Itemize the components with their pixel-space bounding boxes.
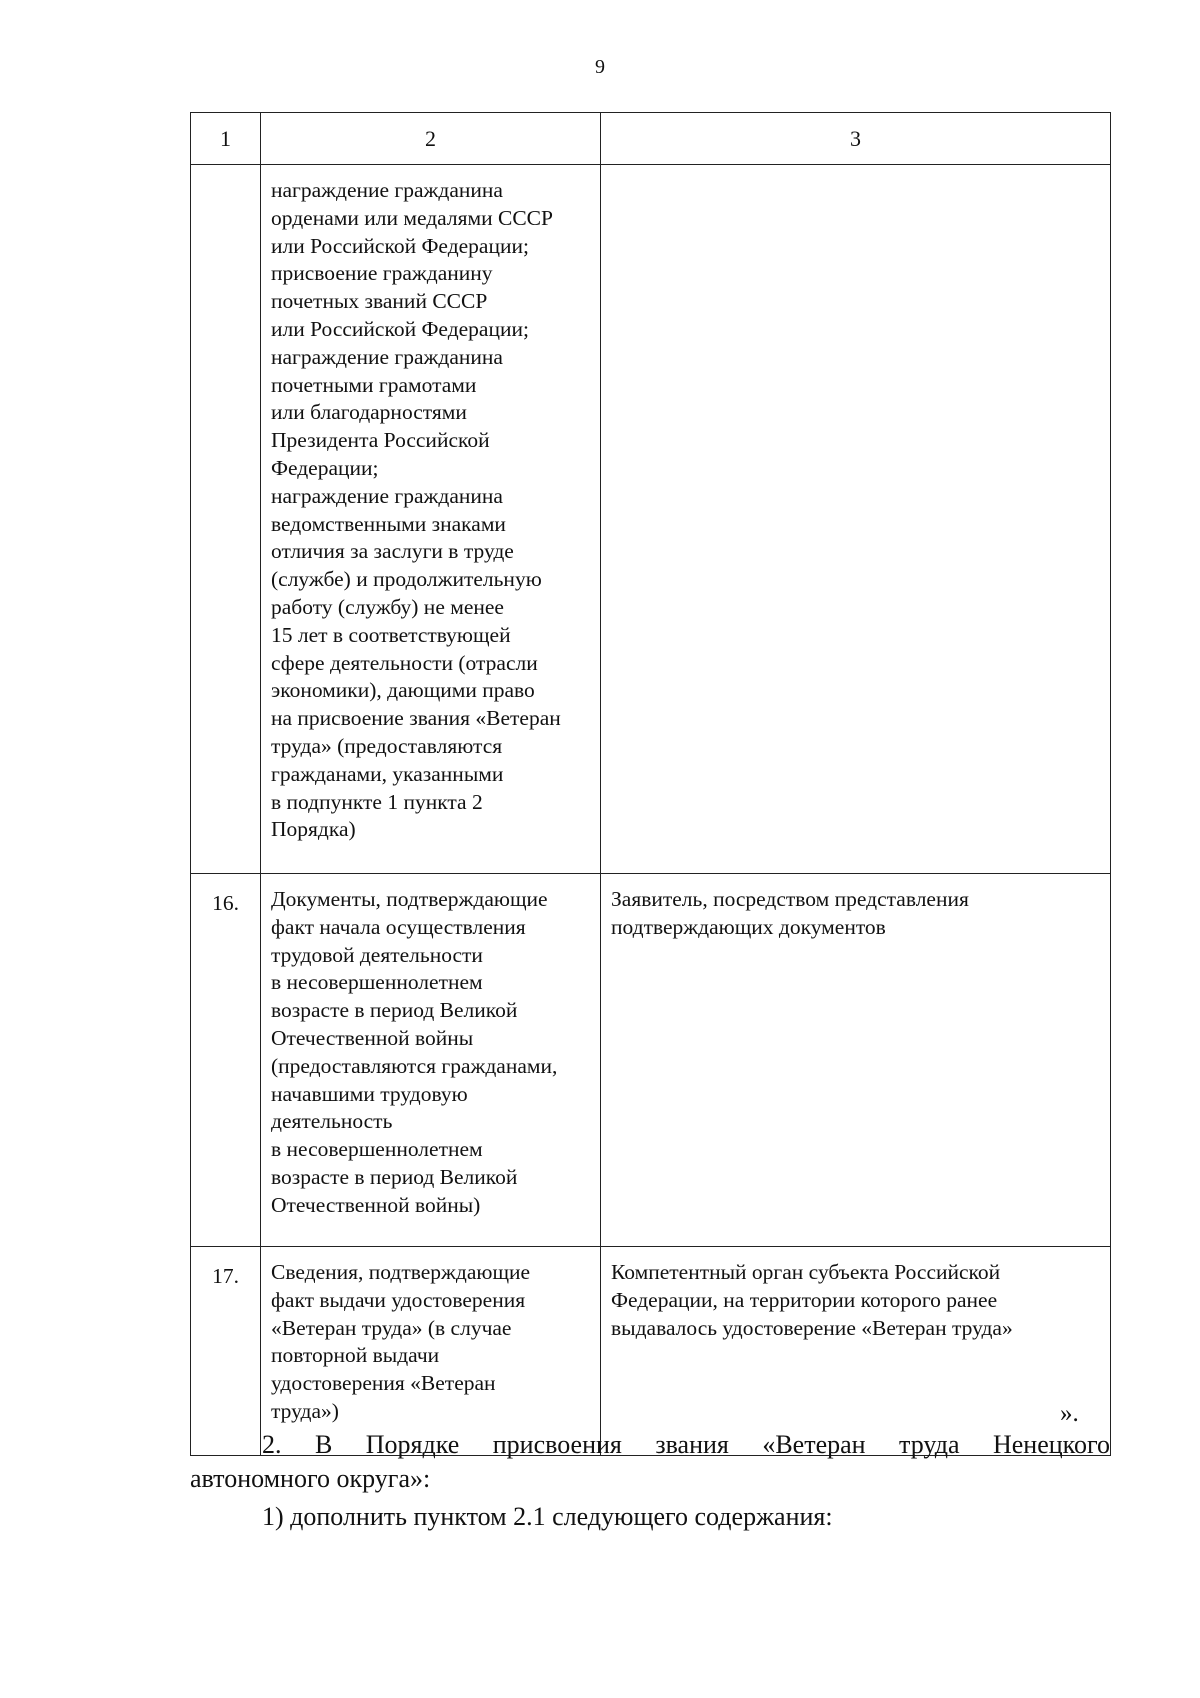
- table-row: [191, 1247, 1111, 1456]
- source-cell: [601, 165, 1111, 874]
- closing-quote: ».: [1060, 1400, 1079, 1427]
- page-number: 9: [595, 56, 605, 78]
- document-cell: награждение гражданина орденами или медалями СССР или Российской Федерации; присвоение гражданину почетных званий СССР или Российской Федерации; награждение гражданина почетными грамотами или благодарностями Президента Российской Федерации; награждение гражданина ведомственными знаками отличия за заслуги в труде (службе) и продолжительную работу (службу) не менее 15 лет в соответствующей сфере деятельности (отрасли экономики), дающими право на присвоение звания «Ветеран труда» (предоставляются гражданами, указанными в подпункте 1 пункта 2 Порядка): [261, 165, 601, 874]
- documents-table: [190, 112, 1111, 1456]
- row-number: 16.: [191, 874, 261, 1247]
- row-number: [191, 165, 261, 874]
- table-header-row: [191, 113, 1111, 165]
- header-col-1: 1: [191, 113, 261, 165]
- paragraph-item-1: 1) дополнить пунктом 2.1 следующего содержания:: [262, 1502, 833, 1531]
- paragraph-amendment-line1: 2. В Порядке присвоения звания «Ветеран труда Ненецкого: [262, 1430, 1110, 1459]
- table-row: [191, 874, 1111, 1247]
- source-cell: Заявитель, посредством представления подтверждающих документов: [601, 874, 1111, 1247]
- paragraph-amendment-line2: автономного округа»:: [190, 1464, 431, 1493]
- document-cell: Документы, подтверждающие факт начала осуществления трудовой деятельности в несовершеннолетнем возрасте в период Великой Отечественной войны (предоставляются гражданами, начавшими трудовую деятельность в несовершеннолетнем возрасте в период Великой Отечественной войны): [261, 874, 601, 1247]
- source-cell: Компетентный орган субъекта Российской Федерации, на территории которого ранее выдавалось удостоверение «Ветеран труда»: [601, 1247, 1111, 1456]
- header-col-3: 3: [601, 113, 1111, 165]
- header-col-2: 2: [261, 113, 601, 165]
- document-cell: Сведения, подтверждающие факт выдачи удостоверения «Ветеран труда» (в случае повторной выдачи удостоверения «Ветеран труда»): [261, 1247, 601, 1456]
- row-number: 17.: [191, 1247, 261, 1456]
- table-row: [191, 165, 1111, 874]
